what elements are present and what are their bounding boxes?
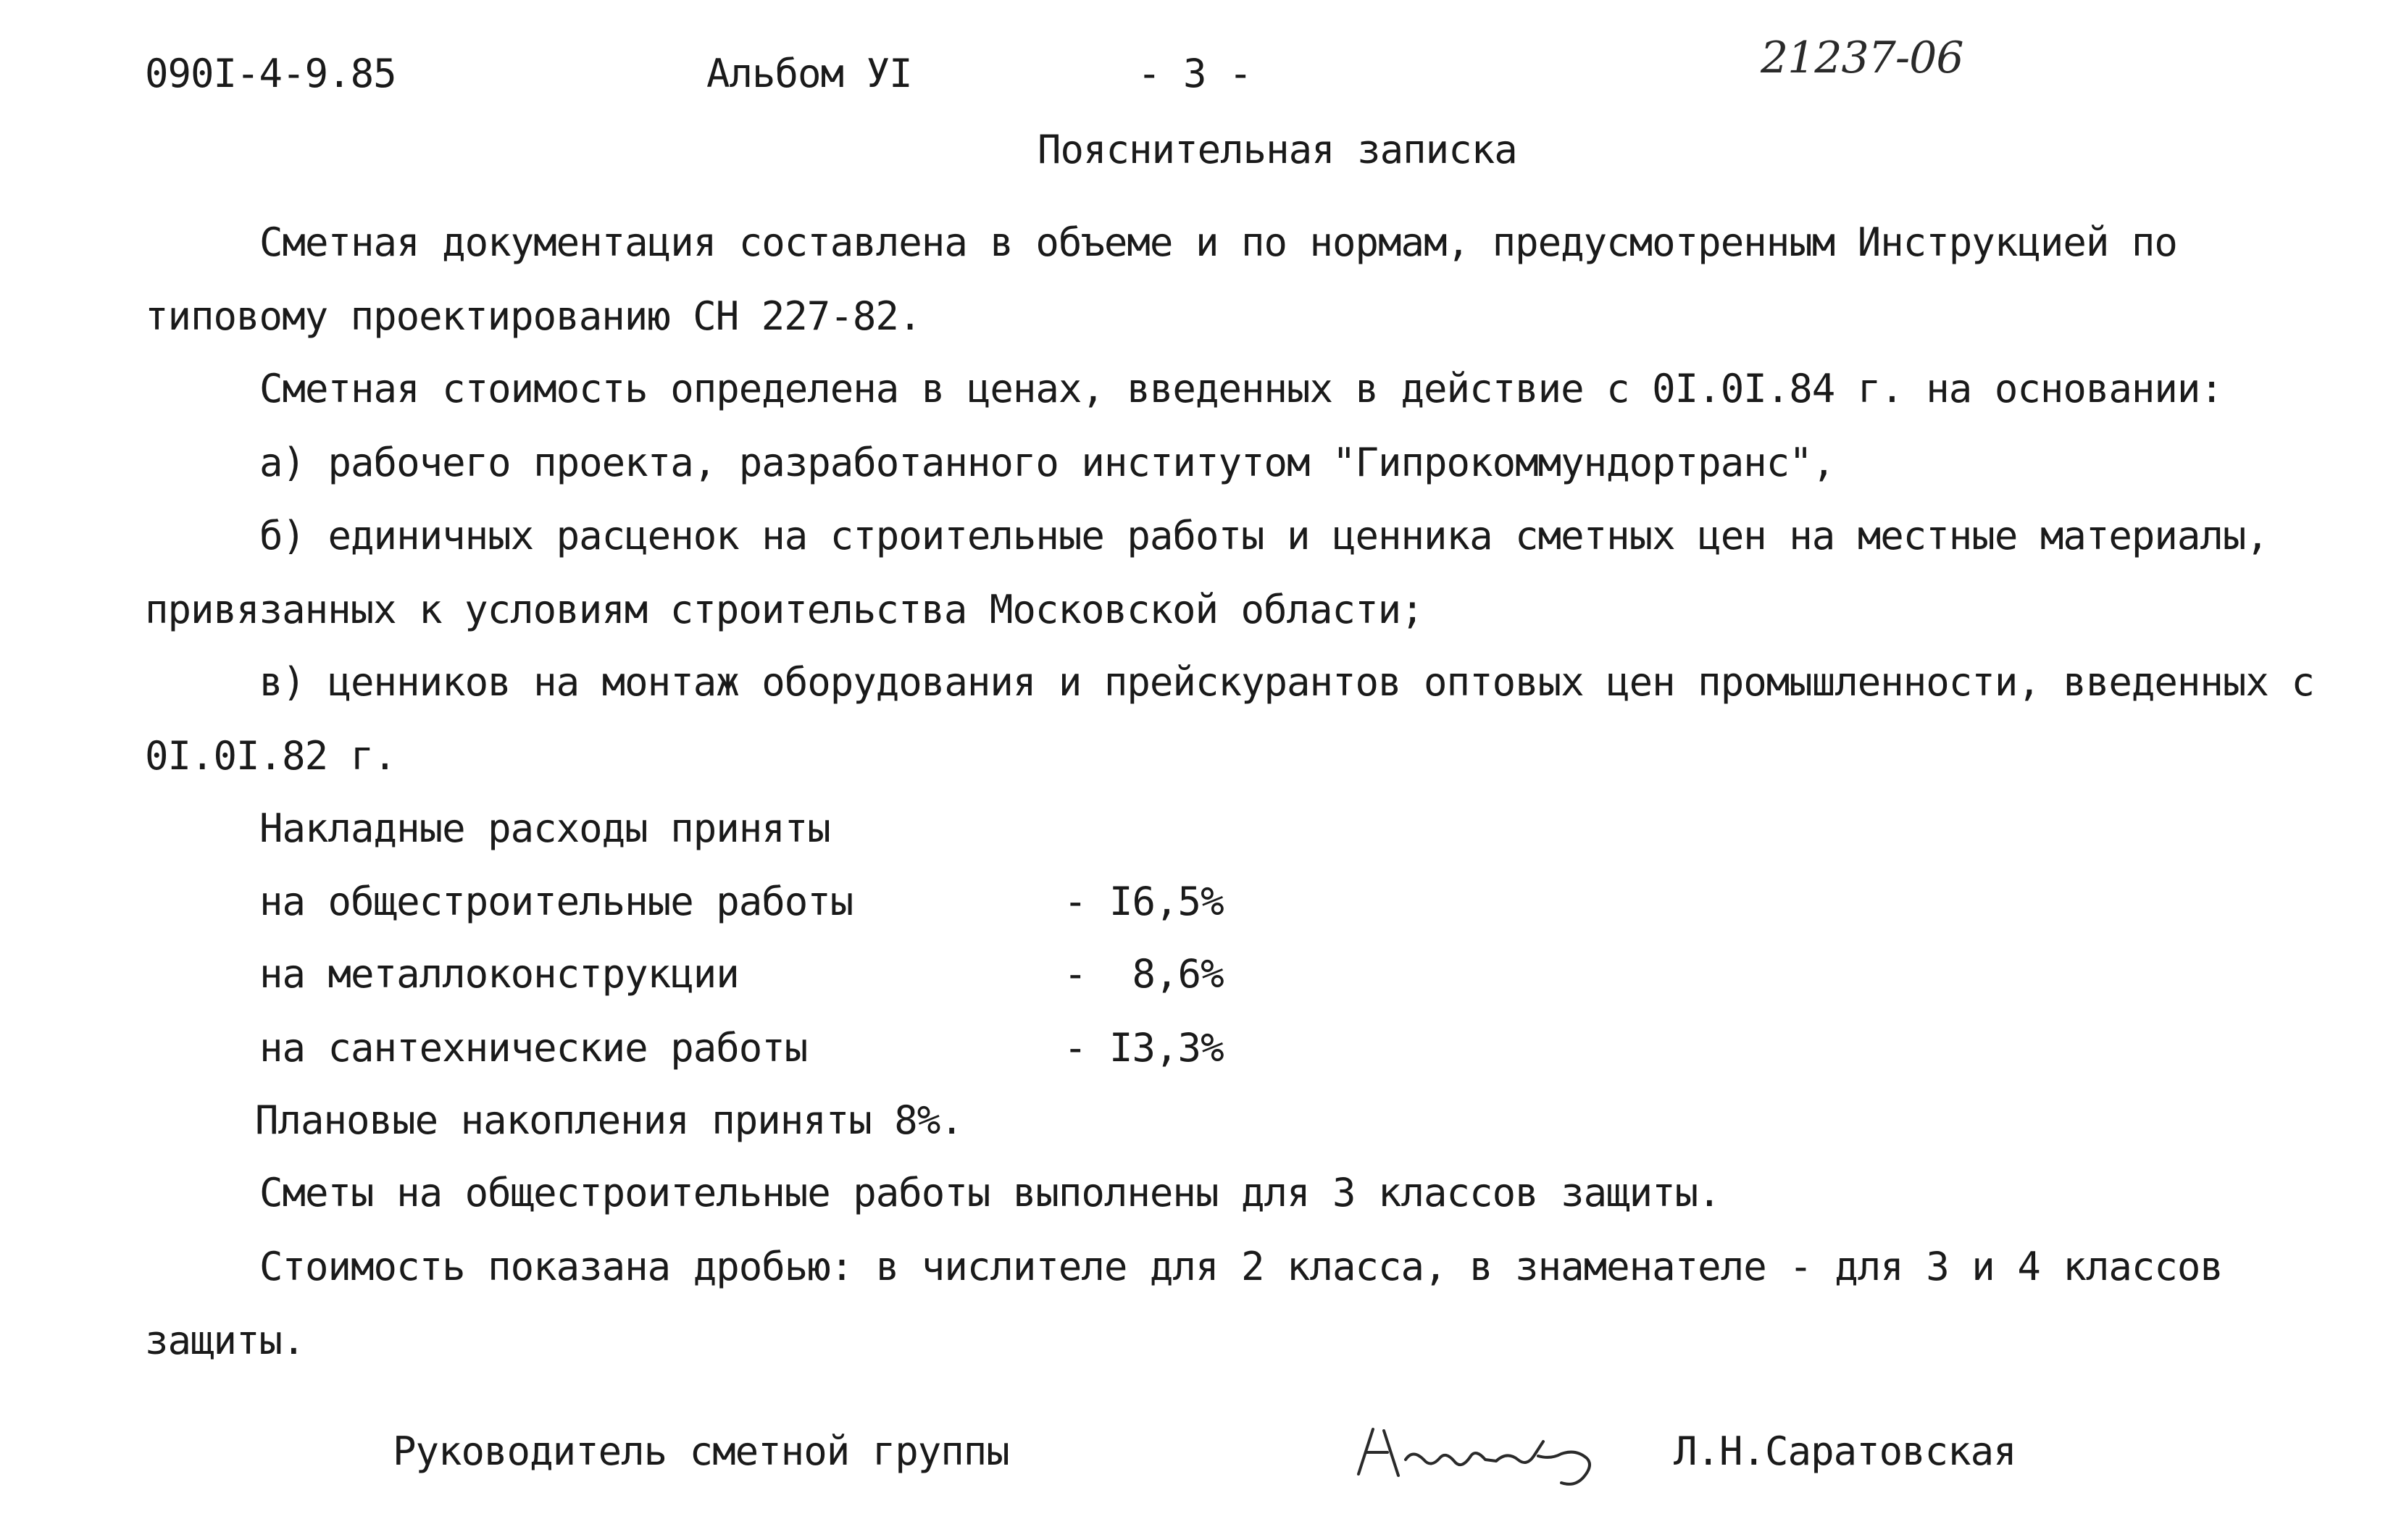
handwritten-inventory-number: 21237-06 xyxy=(1761,33,1963,83)
handwritten-signature xyxy=(1344,1416,1627,1496)
fraction-note-line-1: Стоимость показана дробью: в числителе для 2 класса, в знаменателе - для 3 и 4 классов xyxy=(259,1244,2223,1289)
album-label: Альбом УI xyxy=(706,51,912,96)
list-item-b-line-2: привязанных к условиям строительства Московской области; xyxy=(145,587,1424,632)
overhead-rate-label: на сантехнические работы xyxy=(259,1025,808,1071)
planned-savings: Плановые накопления приняты 8%. xyxy=(255,1097,963,1143)
estimates-classes: Сметы на общестроительные работы выполнены для 3 классов защиты. xyxy=(259,1170,1721,1215)
list-item-v-line-2: 0I.0I.82 г. xyxy=(145,733,396,779)
paragraph-1-line-1: Сметная документация составлена в объеме и по нормам, предусмотренным Инструкцией по xyxy=(259,219,2177,265)
overhead-rate-label: на металлоконструкции xyxy=(259,951,739,997)
overhead-rate-value: - I3,3% xyxy=(1064,1025,1224,1071)
overhead-rate-label: на общестроительные работы xyxy=(259,879,853,924)
signatory-position: Руководитель сметной группы xyxy=(393,1428,1009,1474)
page-title: Пояснительная записка xyxy=(1038,127,1517,172)
overhead-heading: Накладные расходы приняты xyxy=(259,805,830,851)
paragraph-1-line-2: типовому проектированию СН 227-82. xyxy=(145,293,922,339)
fraction-note-line-2: защиты. xyxy=(145,1318,305,1363)
list-item-b-line-1: б) единичных расценок на строительные работы и ценника сметных цен на местные материалы, xyxy=(259,513,2268,558)
document-code: 090I-4-9.85 xyxy=(145,51,396,96)
overhead-rate-value: - I6,5% xyxy=(1064,879,1224,924)
overhead-rate-value: - 8,6% xyxy=(1064,951,1224,997)
list-item-v-line-1: в) ценников на монтаж оборудования и прейскурантов оптовых цен промышленности, введенных с xyxy=(259,659,2314,705)
list-item-a: а) рабочего проекта, разработанного институтом "Гипрокоммундортранс", xyxy=(259,440,1835,485)
page-number: - 3 - xyxy=(1138,51,1252,96)
signatory-name: Л.Н.Саратовская xyxy=(1674,1428,2016,1474)
paragraph-2: Сметная стоимость определена в ценах, введенных в действие с 0I.0I.84 г. на основании: xyxy=(259,366,2223,411)
